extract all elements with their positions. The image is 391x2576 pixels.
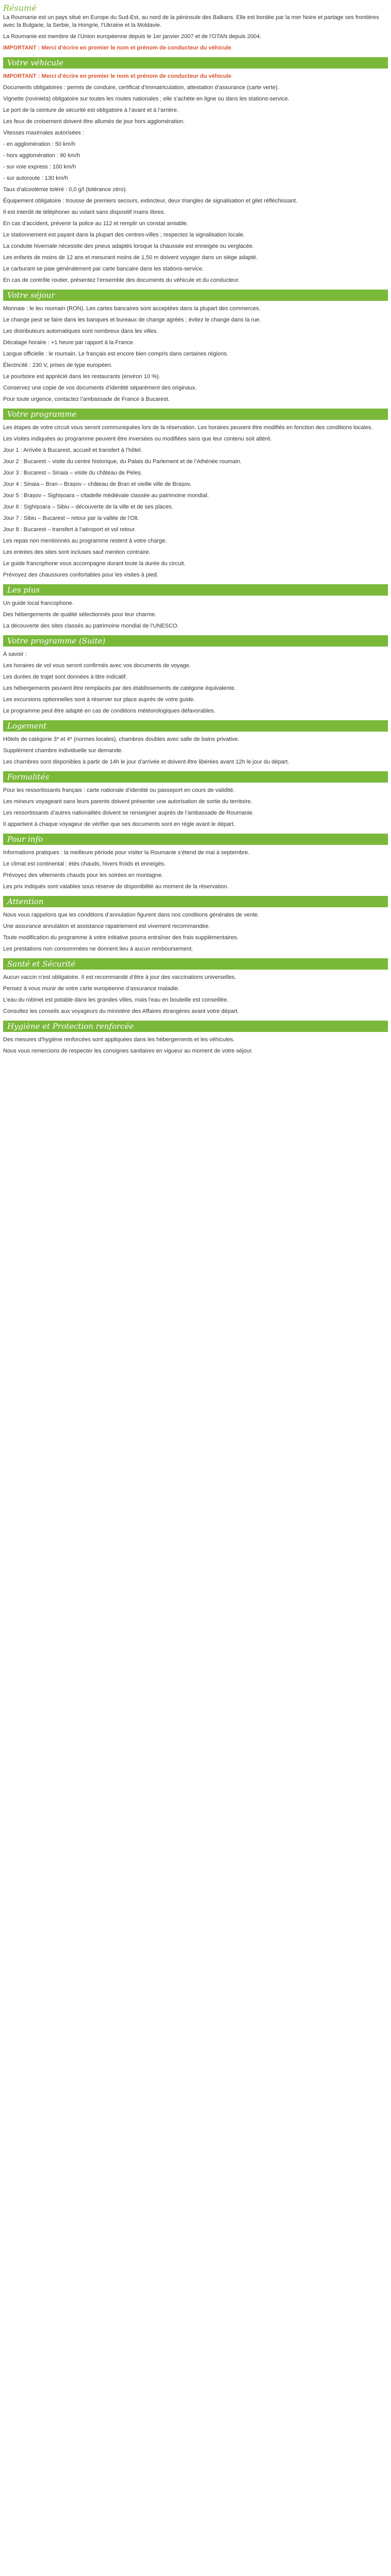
section-body: [3, 849, 388, 891]
section-header: Votre programme (Suite): [3, 635, 388, 647]
section-paragraph: Un guide local francophone.: [3, 600, 74, 606]
section-paragraph: Documents obligatoires : permis de conduire, certificat d’immatriculation, attestation d’assurance (carte verte).: [3, 84, 279, 91]
section-paragraph: Le programme peut être adapté en cas de conditions météorologiques défavorables.: [3, 708, 216, 714]
sections-container: [3, 57, 388, 1055]
section-paragraph: À savoir :: [3, 651, 27, 657]
section-paragraph: Le guide francophone vous accompagne durant toute la durée du circuit.: [3, 561, 186, 567]
section-paragraph: Jour 4 : Sinaia – Bran – Brașov – château de Bran et vieille ville de Brașov.: [3, 481, 191, 487]
section-paragraph: En cas de contrôle routier, présentez l’ensemble des documents du véhicule et du conducteur.: [3, 277, 240, 283]
section-paragraph: Des hébergements de qualité sélectionnés pour leur charme.: [3, 612, 157, 618]
section-body: [3, 911, 388, 953]
section-paragraph: Pour toute urgence, contactez l’ambassade de France à Bucarest.: [3, 396, 170, 402]
section-header: Votre programme: [3, 409, 388, 420]
section-paragraph: La conduite hivernale nécessite des pneus adaptés lorsque la chaussée est enneigée ou verglacée.: [3, 243, 254, 249]
section-paragraph: Il est interdit de téléphoner au volant sans dispositif mains libres.: [3, 209, 166, 215]
section-paragraph: Le pourboire est apprécié dans les restaurants (environ 10 %).: [3, 374, 160, 380]
section-paragraph: Aucun vaccin n’est obligatoire. Il est recommandé d’être à jour des vaccinations universelles.: [3, 974, 236, 980]
section-paragraph: Les étapes de votre circuit vous seront communiquées lors de la réservation. Les horaires peuvent être modifiés en fonction des conditions locales.: [3, 425, 373, 431]
section-paragraph: Équipement obligatoire : trousse de premiers secours, extincteur, deux triangles de signalisation et gilet réfléchissant.: [3, 198, 298, 204]
section-body: [3, 1036, 388, 1055]
section-paragraph: Les enfants de moins de 12 ans et mesurant moins de 1,50 m doivent voyager dans un siège adapté.: [3, 255, 258, 261]
section-header: Les plus: [3, 584, 388, 596]
section-paragraph: - sur voie express : 100 km/h: [3, 164, 76, 170]
page: [0, 4, 391, 1064]
section-paragraph: Les prix indiqués sont valables sous réserve de disponibilité au moment de la réservation.: [3, 884, 229, 890]
section-paragraph: Les repas non mentionnés au programme restent à votre charge.: [3, 538, 167, 544]
section-body: [3, 787, 388, 828]
section-paragraph: Jour 8 : Bucarest – transfert à l’aéroport et vol retour.: [3, 527, 136, 533]
section-header: Logement: [3, 720, 388, 732]
section-paragraph: - sur autoroute : 130 km/h: [3, 175, 68, 181]
section-body: [3, 73, 388, 284]
section-paragraph: Les visites indiquées au programme peuvent être inversées ou modifiées sans que leur contenu soit altéré.: [3, 436, 272, 442]
section-paragraph: Jour 1 : Arrivée à Bucarest, accueil et transfert à l’hôtel.: [3, 447, 142, 453]
section-paragraph: Pour les ressortissants français : carte nationale d’identité ou passeport en cours de validité.: [3, 787, 235, 793]
section-paragraph: Les chambres sont disponibles à partir de 14h le jour d’arrivée et doivent être libérées avant 12h le jour du départ.: [3, 759, 289, 765]
section-paragraph: Les hébergements peuvent être remplacés par des établissements de catégorie équivalente.: [3, 685, 236, 691]
section-paragraph: Jour 5 : Brașov – Sighișoara – citadelle médiévale classée au patrimoine mondial.: [3, 493, 209, 499]
section-header: Formalités: [3, 771, 388, 783]
section-paragraph: Les distributeurs automatiques sont nombreux dans les villes.: [3, 328, 158, 334]
section-header: Santé et Sécurité: [3, 958, 388, 970]
section-paragraph: Monnaie : le leu roumain (RON). Les cartes bancaires sont acceptées dans la plupart des commerces.: [3, 306, 260, 312]
section-paragraph: Vitesses maximales autorisées :: [3, 130, 84, 136]
section-body: [3, 974, 388, 1015]
section-paragraph: Des mesures d’hygiène renforcées sont appliquées dans les hébergements et les véhicules.: [3, 1037, 235, 1043]
section-paragraph: En cas d’accident, prévenir la police au 112 et remplir un constat amiable.: [3, 221, 188, 227]
section-paragraph: Les entrées des sites sont incluses sauf mention contraire.: [3, 549, 151, 555]
section-paragraph: - en agglomération : 50 km/h: [3, 141, 76, 147]
section-paragraph: Pensez à vous munir de votre carte européenne d’assurance maladie.: [3, 986, 180, 992]
section-paragraph: Nous vous rappelons que les conditions d’annulation figurent dans nos conditions générales de vente.: [3, 912, 259, 918]
section-paragraph: Les excursions optionnelles sont à réserver sur place auprès de votre guide.: [3, 697, 195, 703]
page-title: Résumé: [3, 3, 37, 13]
section-paragraph: Prévoyez des vêtements chauds pour les soirées en montagne.: [3, 872, 164, 878]
section-paragraph: Prévoyez des chaussures confortables pour les visites à pied.: [3, 572, 158, 578]
section-paragraph: Jour 3 : Bucarest – Sinaia – visite du château de Peleș.: [3, 470, 142, 476]
section-paragraph: Vignette (rovinieta) obligatoire sur toutes les routes nationales ; elle s’achète en ligne ou dans les stations-service.: [3, 96, 290, 102]
section-paragraph: Hôtels de catégorie 3* et 4* (normes locales), chambres doubles avec salle de bains privative.: [3, 736, 239, 742]
section-paragraph: Une assurance annulation et assistance rapatriement est vivement recommandée.: [3, 923, 210, 929]
intro-block: [3, 14, 388, 52]
section-paragraph: Toute modification du programme à votre initiative pourra entraîner des frais supplémentaires.: [3, 935, 239, 941]
section-paragraph: IMPORTANT : Merci d’écrire en premier le nom et prénom de conducteur du véhicule: [3, 73, 232, 79]
section-paragraph: Le change peut se faire dans les banques et bureaux de change agréés ; évitez le change dans la rue.: [3, 317, 261, 323]
section-paragraph: Le port de la ceinture de sécurité est obligatoire à l’avant et à l’arrière.: [3, 107, 178, 113]
section-header: Attention: [3, 896, 388, 907]
section-body: [3, 424, 388, 579]
section-paragraph: Les horaires de vol vous seront confirmés avec vos documents de voyage.: [3, 663, 191, 669]
section-paragraph: Taux d’alcoolémie toléré : 0,0 g/l (tolérance zéro).: [3, 187, 127, 193]
section-body: [3, 305, 388, 403]
section-paragraph: Le stationnement est payant dans la plupart des centres-villes ; respectez la signalisation locale.: [3, 232, 245, 238]
intro-paragraph: La Roumanie est membre de l’Union européenne depuis le 1er janvier 2007 et de l’OTAN depuis 2004.: [3, 33, 262, 40]
section-paragraph: Supplément chambre individuelle sur demande.: [3, 748, 123, 754]
section-paragraph: Les mineurs voyageant sans leurs parents doivent présenter une autorisation de sortie du territoire.: [3, 799, 253, 805]
section-paragraph: Conservez une copie de vos documents d’identité séparément des originaux.: [3, 385, 197, 391]
section-paragraph: Langue officielle : le roumain. Le français est encore bien compris dans certaines régions.: [3, 351, 229, 357]
section-paragraph: Jour 2 : Bucarest – visite du centre historique, du Palais du Parlement et de l’Athénée roumain.: [3, 459, 242, 465]
section-paragraph: L’eau du robinet est potable dans les grandes villes, mais l’eau en bouteille est conseillée.: [3, 997, 229, 1003]
section-header: Votre séjour: [3, 290, 388, 301]
section-paragraph: Les ressortissants d’autres nationalités doivent se renseigner auprès de l’ambassade de Roumanie.: [3, 810, 254, 816]
section-paragraph: Les durées de trajet sont données à titre indicatif.: [3, 674, 127, 680]
section-paragraph: Informations pratiques : la meilleure période pour visiter la Roumanie s’étend de mai à septembre.: [3, 850, 250, 856]
section-paragraph: Consultez les conseils aux voyageurs du ministère des Affaires étrangères avant votre départ.: [3, 1008, 239, 1014]
section-body: [3, 651, 388, 715]
section-paragraph: Nous vous remercions de respecter les consignes sanitaires en vigueur au moment de votre séjour.: [3, 1048, 253, 1054]
section-paragraph: Décalage horaire : +1 heure par rapport à la France.: [3, 340, 135, 346]
section-header: Hygiène et Protection renforcée: [3, 1021, 388, 1032]
section-paragraph: Jour 6 : Sighișoara – Sibiu – découverte de la ville et de ses places.: [3, 504, 173, 510]
section-body: [3, 600, 388, 630]
intro-paragraph: La Roumanie est un pays situé en Europe du Sud-Est, au nord de la péninsule des Balkans. Elle est bordée par la mer Noire et partage ses frontières avec la Bulgarie, la Serbie, la Hongrie, l’Ukraine et la Moldavie.: [3, 14, 379, 28]
section-body: [3, 736, 388, 766]
section-paragraph: - hors agglomération : 90 km/h: [3, 152, 80, 159]
section-header: Votre véhicule: [3, 57, 388, 69]
section-paragraph: Le carburant se paie généralement par carte bancaire dans les stations-service.: [3, 266, 204, 272]
section-paragraph: Il appartient à chaque voyageur de vérifier que ses documents sont en règle avant le départ.: [3, 821, 235, 827]
section-paragraph: Jour 7 : Sibiu – Bucarest – retour par la vallée de l’Olt.: [3, 515, 139, 521]
section-paragraph: Les prestations non consommées ne donnent lieu à aucun remboursement.: [3, 946, 193, 952]
section-paragraph: La découverte des sites classés au patrimoine mondial de l’UNESCO.: [3, 623, 179, 629]
section-paragraph: Le climat est continental : étés chauds, hivers froids et enneigés.: [3, 861, 166, 867]
section-paragraph: Les feux de croisement doivent être allumés de jour hors agglomération.: [3, 118, 185, 125]
section-header: Pour info: [3, 834, 388, 845]
section-paragraph: Électricité : 230 V, prises de type européen.: [3, 362, 112, 368]
intro-important: IMPORTANT : Merci d’écrire en premier le nom et prénom de conducteur du véhicule: [3, 45, 232, 51]
